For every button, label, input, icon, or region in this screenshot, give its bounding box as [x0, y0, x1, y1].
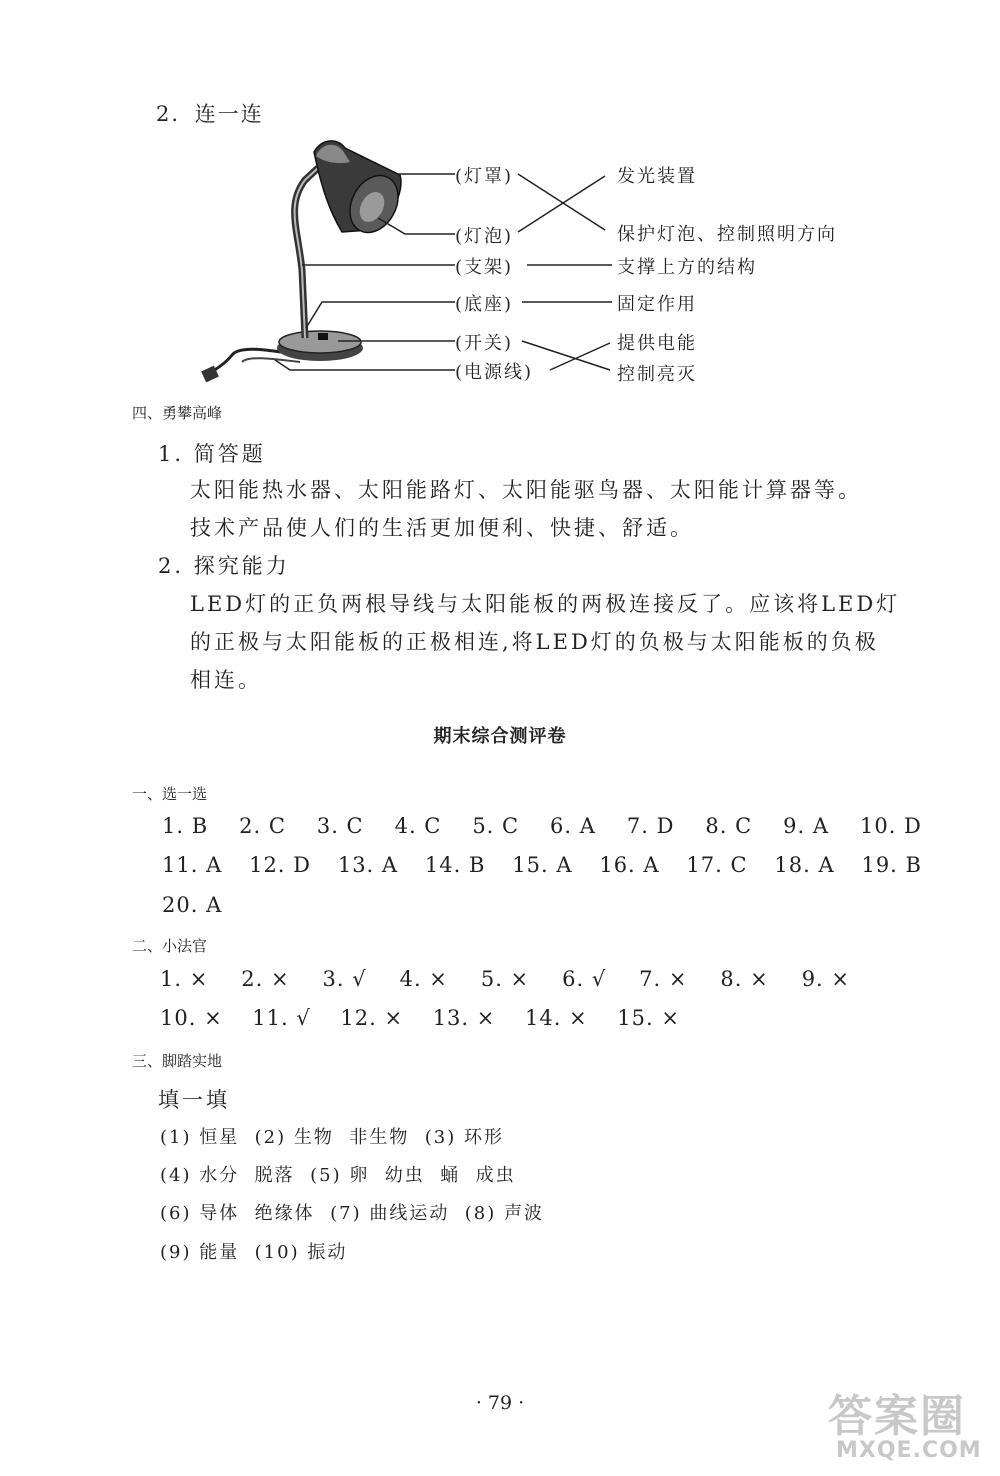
fill-blank-line: (4) 水分 脱落 (5) 卵 幼虫 蛹 成虫 — [160, 1165, 516, 1186]
judge-answer: 11. √ — [252, 1006, 311, 1030]
judge-answer: 3. √ — [322, 967, 367, 991]
section-4-q2-line: LED灯的正负两根导线与太阳能板的两极连接反了。应该将LED灯 — [190, 592, 901, 616]
judge-answer: 7. × — [639, 967, 688, 991]
part-label-stand: (支架) — [455, 257, 514, 278]
section-4-q2-line: 相连。 — [190, 668, 262, 692]
part-1-heading: 一、选一选 — [132, 785, 208, 803]
choice-answer: 6. A — [550, 814, 596, 838]
function-label-protect: 保护灯泡、控制照明方向 — [617, 224, 837, 245]
choice-answer: 15. A — [512, 853, 573, 877]
part-3-heading: 三、脚踏实地 — [132, 1052, 223, 1070]
function-label-light: 发光装置 — [617, 166, 697, 187]
judge-answer: 9. × — [801, 967, 850, 991]
choice-answer: 8. C — [705, 814, 753, 838]
function-label-onoff: 控制亮灭 — [617, 364, 697, 385]
part-label-base: (底座) — [455, 294, 514, 315]
part-label-lampshade: (灯罩) — [455, 166, 514, 187]
choice-answer: 1. B — [162, 814, 209, 838]
section-4-heading: 四、勇攀高峰 — [132, 404, 223, 422]
choice-answer: 2. C — [239, 814, 286, 838]
section-4-q1-line: 太阳能热水器、太阳能路灯、太阳能驱鸟器、太阳能计算器等。 — [190, 478, 862, 502]
part-2-heading: 二、小法官 — [132, 937, 208, 955]
page-number: · 79 · — [475, 1392, 525, 1414]
choice-answer: 12. D — [249, 853, 311, 877]
judge-answer: 14. × — [524, 1006, 588, 1030]
fill-blank-line: (1) 恒星 (2) 生物 非生物 (3) 环形 — [160, 1127, 504, 1148]
judge-answer: 12. × — [340, 1006, 404, 1030]
choice-answer: 20. A — [162, 893, 223, 917]
judge-answer: 4. × — [399, 967, 448, 991]
function-label-fix: 固定作用 — [617, 294, 697, 315]
part-label-power-cord: (电源线) — [455, 362, 534, 383]
judge-answer: 10. × — [160, 1006, 223, 1030]
part-label-switch: (开关) — [455, 333, 514, 354]
choice-answer: 14. B — [424, 853, 486, 877]
choice-answer: 16. A — [599, 853, 660, 877]
part-label-bulb: (灯泡) — [455, 226, 514, 247]
watermark-logo: 答案圈 — [828, 1391, 966, 1442]
desk-lamp-illustration — [201, 141, 407, 382]
question-2-number: 2. — [156, 102, 181, 126]
judge-answer: 5. × — [480, 967, 530, 991]
section-4-q2-title: 2. 探究能力 — [158, 554, 290, 578]
choice-answer: 13. A — [337, 853, 399, 877]
choice-answer-row — [162, 853, 922, 877]
section-4-q1-line: 技术产品使人们的生活更加便利、快捷、舒适。 — [190, 516, 694, 540]
function-label-support: 支撑上方的结构 — [617, 257, 757, 278]
choice-answer: 3. C — [316, 814, 364, 838]
watermark-url: MXQE.COM — [836, 1438, 982, 1463]
function-label-power: 提供电能 — [617, 333, 697, 354]
fill-blank-line: (9) 能量 (10) 振动 — [160, 1242, 348, 1263]
choice-answer: 18. A — [774, 853, 835, 877]
judge-answer: 6. √ — [562, 967, 607, 991]
final-test-title: 期末综合测评卷 — [433, 726, 567, 747]
judge-answer: 2. × — [241, 967, 290, 991]
choice-answer: 17. C — [686, 853, 748, 877]
fill-blank-subheading: 填一填 — [158, 1088, 230, 1112]
judge-answer: 1. × — [160, 967, 209, 991]
question-2-label: 连一连 — [194, 102, 264, 126]
answer-match-lines — [518, 174, 612, 370]
judge-answer-row — [160, 967, 850, 991]
choice-answer: 19. B — [861, 853, 922, 877]
choice-answer: 4. C — [394, 814, 442, 838]
judge-answer: 13. × — [432, 1006, 496, 1030]
fill-blank-line: (6) 导体 绝缘体 (7) 曲线运动 (8) 声波 — [160, 1203, 544, 1224]
judge-answer: 15. × — [617, 1006, 680, 1030]
choice-answer: 10. D — [859, 814, 922, 838]
section-4-q1-title: 1. 简答题 — [158, 442, 266, 466]
choice-answer: 7. D — [626, 814, 675, 838]
choice-answer: 5. C — [472, 814, 520, 838]
judge-answer: 8. × — [720, 967, 769, 991]
judge-answer-row — [160, 1006, 680, 1030]
section-4-q2-line: 的正极与太阳能板的正极相连,将LED灯的负极与太阳能板的负极 — [190, 630, 879, 654]
choice-answer: 11. A — [162, 853, 223, 877]
choice-answer: 9. A — [783, 814, 830, 838]
choice-answer-row — [162, 814, 922, 838]
choice-answer-row — [162, 893, 222, 917]
